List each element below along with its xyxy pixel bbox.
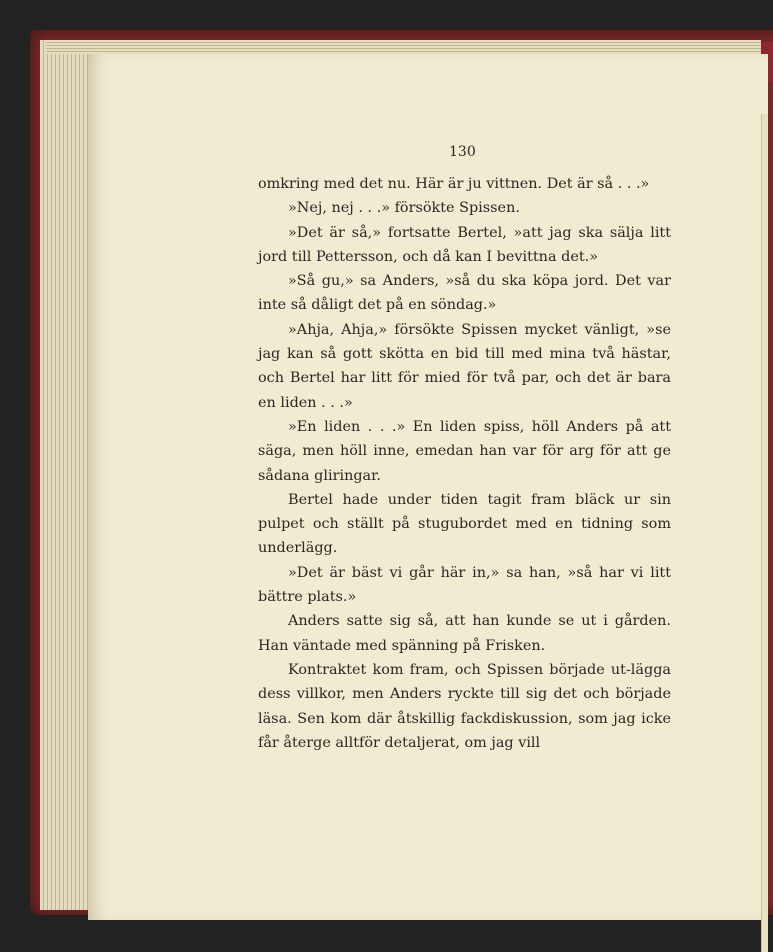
paragraph: omkring med det nu. Här är ju vittnen. Det är så . . .» xyxy=(258,176,650,192)
paragraph: Kontraktet kom fram, och Spissen började ut-lägga dess villkor, men Anders ryckte till sig det och började läsa. Sen kom där åtskillig fackdiskussion, som jag icke får återge alltför detaljerat, om jag vill xyxy=(258,661,671,751)
paragraph: »En liden . . .» En liden spiss, höll Anders på att säga, men höll inne, emedan han var för arg för att ge sådana gliringar. xyxy=(258,418,671,484)
paragraph: »Det är så,» fortsatte Bertel, »att jag ska sälja litt jord till Pettersson, och då kan I bevittna det.» xyxy=(258,224,671,265)
paragraph: »Ahja, Ahja,» försökte Spissen mycket vänligt, »se jag kan så gott skötta en bid till med mina två hästar, och Bertel har litt för mied för två par, och det är bara en liden . . .» xyxy=(258,321,671,411)
paragraph: Anders satte sig så, att han kunde se ut i gården. Han väntade med spänning på Frisken. xyxy=(258,613,671,654)
body-text xyxy=(258,172,671,755)
page-edges-top xyxy=(46,40,761,54)
paragraph: »Nej, nej . . .» försökte Spissen. xyxy=(288,200,520,217)
page-number: 130 xyxy=(449,144,476,160)
paragraph: »Så gu,» sa Anders, »så du ska köpa jord. Det var inte så dåligt det på en söndag.» xyxy=(258,273,671,314)
paragraph: Bertel hade under tiden tagit fram bläck ur sin pulpet och ställt på stugubordet med en tidning som underlägg. xyxy=(258,491,671,557)
page-right-edge xyxy=(761,114,768,952)
paragraph: »Det är bäst vi går här in,» sa han, »så har vi litt bättre plats.» xyxy=(258,564,671,606)
